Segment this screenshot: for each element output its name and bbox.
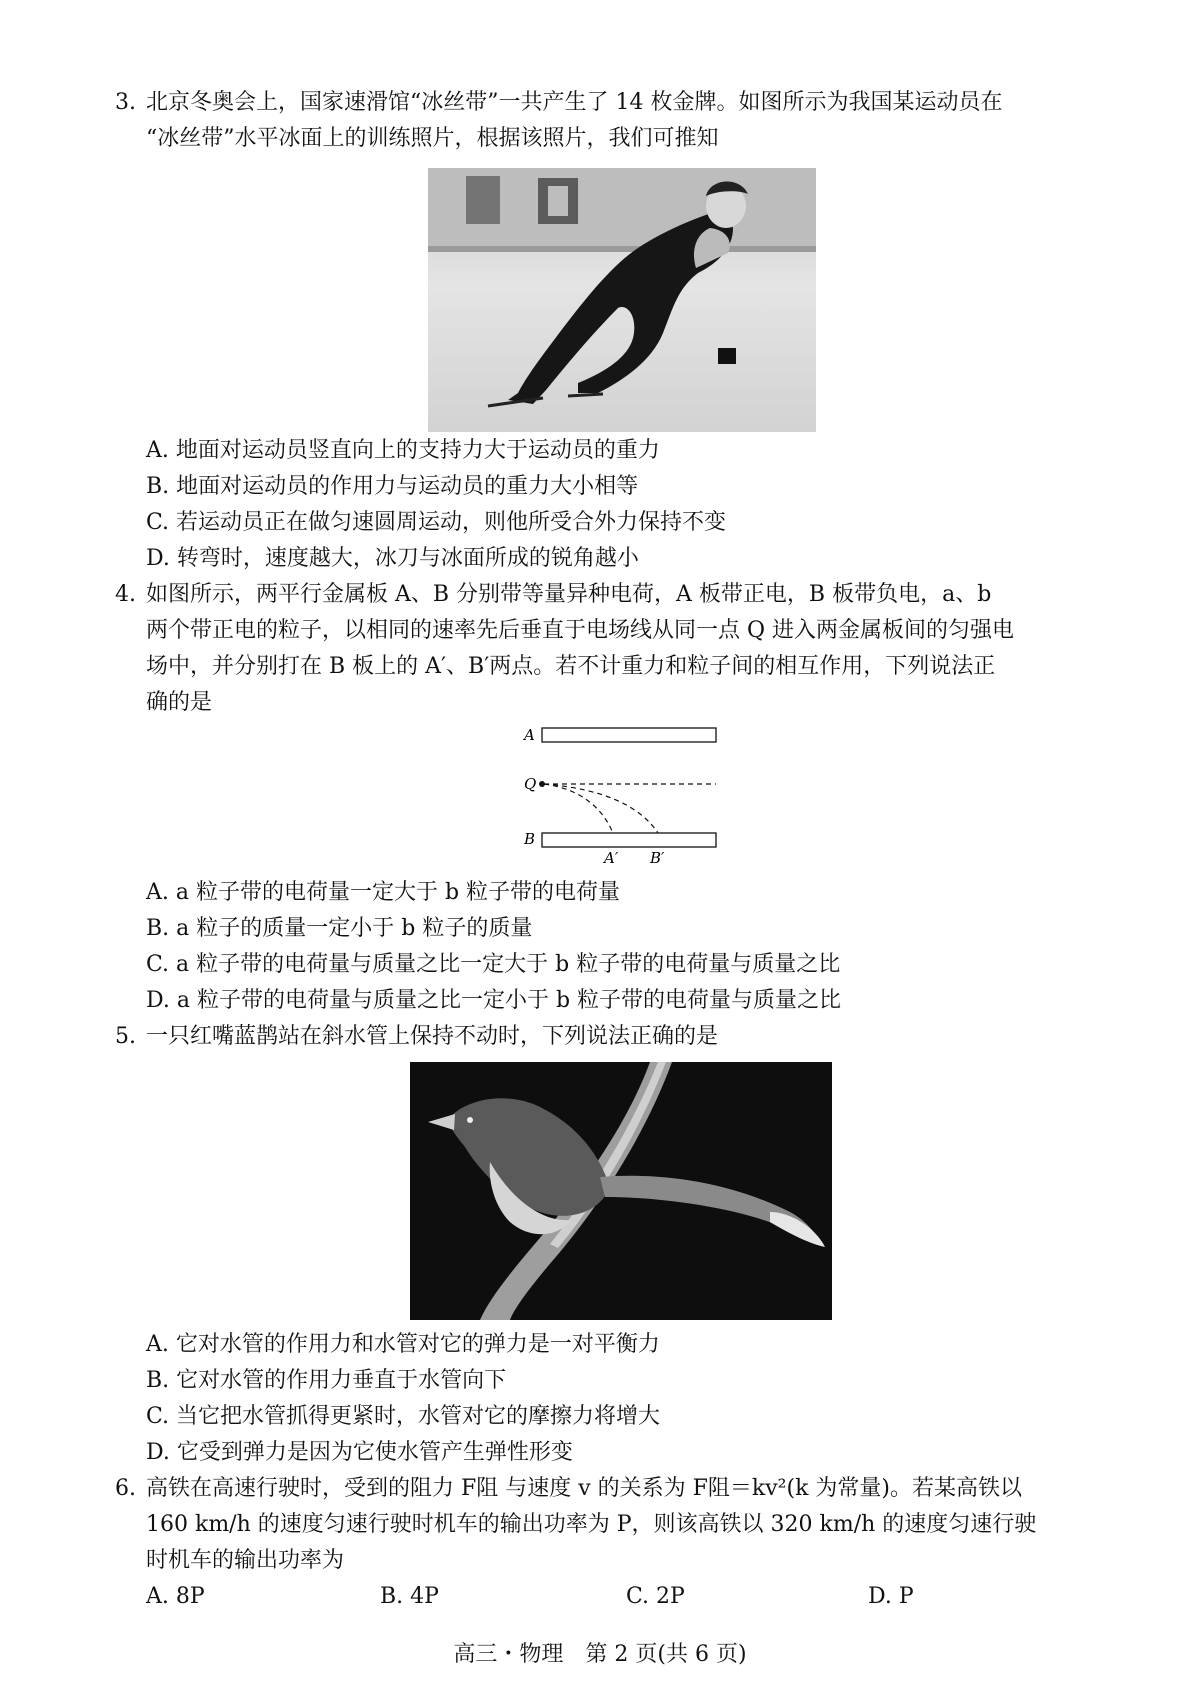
q6-number: 6.: [115, 1476, 136, 1501]
skater-photo: [428, 168, 816, 432]
q6-option-a: A. 8P: [146, 1584, 205, 1609]
q3-number: 3.: [115, 90, 136, 115]
bird-photo: [410, 1062, 832, 1320]
q4-option-b: B. a 粒子的质量一定小于 b 粒子的质量: [146, 916, 533, 941]
trajectory-a: [544, 784, 613, 833]
q4-option-a: A. a 粒子带的电荷量一定大于 b 粒子带的电荷量: [146, 880, 621, 905]
q5-stem-line1: 一只红嘴蓝鹊站在斜水管上保持不动时，下列说法正确的是: [146, 1024, 719, 1049]
q6-stem-line3: 时机车的输出功率为: [146, 1548, 345, 1573]
plate-a: [542, 728, 716, 742]
q6-stem-line1: 高铁在高速行驶时，受到的阻力 F阻 与速度 v 的关系为 F阻＝kv²(k 为常量)。若某高铁以: [146, 1476, 1022, 1501]
q4-stem-line4: 确的是: [146, 690, 213, 715]
q4-option-d: D. a 粒子带的电荷量与质量之比一定小于 b 粒子带的电荷量与质量之比: [146, 988, 842, 1013]
plate-b: [542, 833, 716, 847]
q3-stem-line2: “冰丝带”水平冰面上的训练照片，根据该照片，我们可推知: [146, 126, 719, 151]
q6-stem-line2: 160 km/h 的速度匀速行驶时机车的输出功率为 P，则该高铁以 320 km/h 的速度匀速行驶: [146, 1512, 1037, 1537]
q4-stem-line3: 场中，并分别打在 B 板上的 A′、B′两点。若不计重力和粒子间的相互作用，下列说法正: [146, 654, 996, 679]
q5-option-b: B. 它对水管的作用力垂直于水管向下: [146, 1368, 507, 1393]
trajectory-b: [544, 784, 658, 833]
point-b-prime-label: B′: [650, 849, 665, 865]
q5-option-d: D. 它受到弹力是因为它使水管产生弹性形变: [146, 1440, 573, 1465]
q3-option-b: B. 地面对运动员的作用力与运动员的重力大小相等: [146, 474, 639, 499]
capacitor-diagram: [520, 725, 730, 865]
q3-option-d: D. 转弯时，速度越大，冰刀与冰面所成的锐角越小: [146, 546, 639, 571]
q3-option-c: C. 若运动员正在做匀速圆周运动，则他所受合外力保持不变: [146, 510, 727, 535]
q5-option-a: A. 它对水管的作用力和水管对它的弹力是一对平衡力: [146, 1332, 660, 1357]
q4-stem-line1: 如图所示，两平行金属板 A、B 分别带等量异种电荷，A 板带正电，B 板带负电，a、b: [146, 582, 992, 607]
q5-number: 5.: [115, 1024, 136, 1049]
q6-option-c: C. 2P: [626, 1584, 685, 1609]
plate-b-label: B: [524, 830, 536, 848]
q6-option-b: B. 4P: [380, 1584, 439, 1609]
q4-option-c: C. a 粒子带的电荷量与质量之比一定大于 b 粒子带的电荷量与质量之比: [146, 952, 841, 977]
q6-option-d: D. P: [868, 1584, 914, 1609]
q5-option-c: C. 当它把水管抓得更紧时，水管对它的摩擦力将增大: [146, 1404, 661, 1429]
q3-stem-line1: 北京冬奥会上，国家速滑馆“冰丝带”一共产生了 14 枚金牌。如图所示为我国某运动员在: [146, 90, 1003, 115]
q4-stem-line2: 两个带正电的粒子，以相同的速率先后垂直于电场线从同一点 Q 进入两金属板间的匀强电: [146, 618, 1015, 643]
q4-number: 4.: [115, 582, 136, 607]
plate-a-label: A: [524, 726, 535, 744]
point-q-label: Q: [524, 775, 537, 793]
page-footer: 高三・物理 第 2 页(共 6 页): [453, 1642, 747, 1667]
q3-option-a: A. 地面对运动员竖直向上的支持力大于运动员的重力: [146, 438, 660, 463]
point-a-prime-label: A′: [604, 849, 619, 865]
